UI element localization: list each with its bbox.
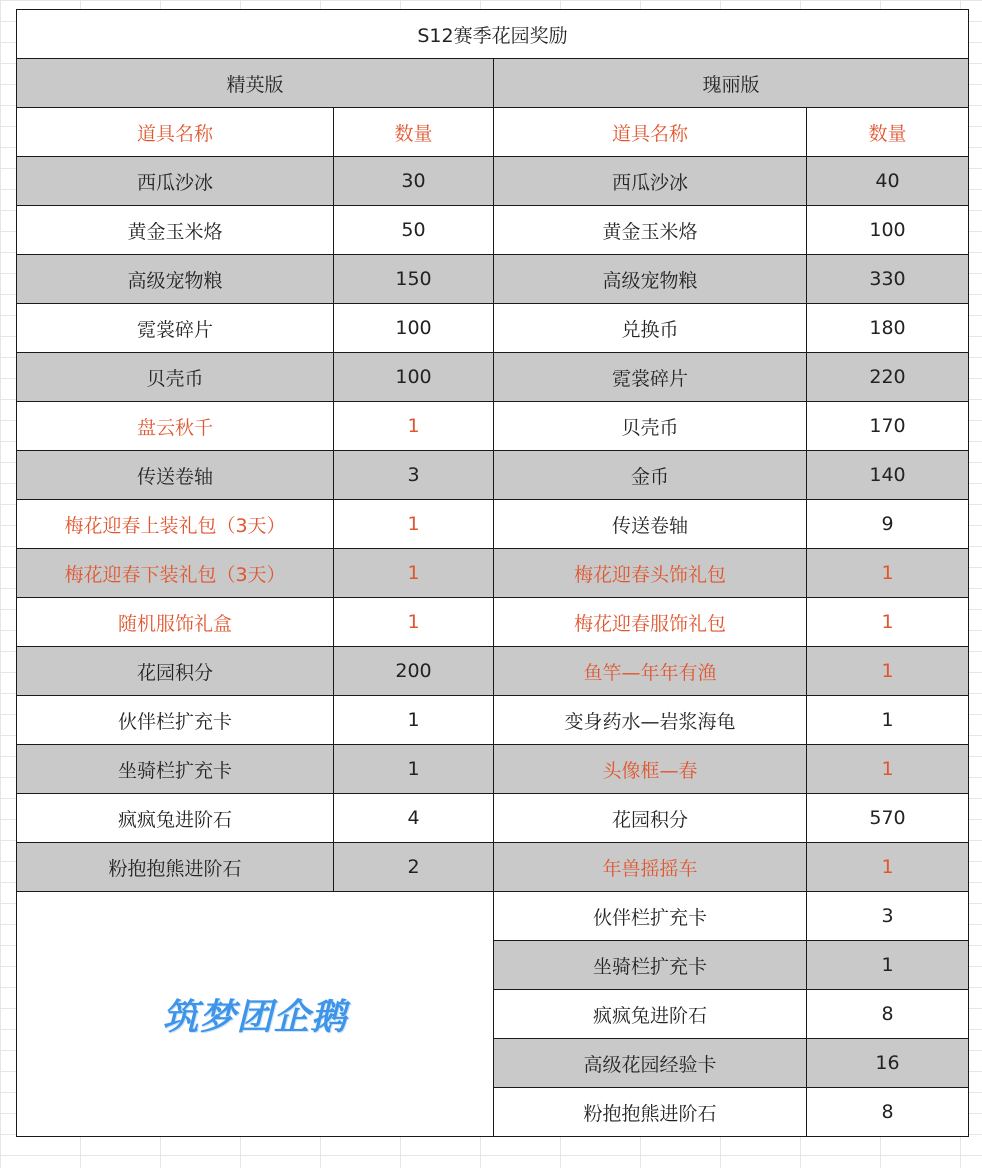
table-row xyxy=(17,696,969,745)
deluxe-item-name: 变身药水—岩浆海龟 xyxy=(494,696,807,745)
deluxe-item-qty: 40 xyxy=(807,157,969,206)
elite-item-name: 伙伴栏扩充卡 xyxy=(17,696,334,745)
deluxe-item-name: 头像框—春 xyxy=(494,745,807,794)
deluxe-item-qty: 1 xyxy=(807,843,969,892)
deluxe-item-qty: 140 xyxy=(807,451,969,500)
elite-item-name: 花园积分 xyxy=(17,647,334,696)
table-row xyxy=(17,843,969,892)
elite-item-qty: 1 xyxy=(334,696,494,745)
table-row xyxy=(17,451,969,500)
table-row xyxy=(17,647,969,696)
elite-item-qty: 30 xyxy=(334,157,494,206)
table-row xyxy=(17,402,969,451)
column-header-name: 道具名称 xyxy=(494,108,807,157)
elite-item-qty: 1 xyxy=(334,745,494,794)
table-row xyxy=(17,745,969,794)
elite-item-qty: 1 xyxy=(334,598,494,647)
deluxe-item-name: 伙伴栏扩充卡 xyxy=(494,892,807,941)
elite-item-qty: 1 xyxy=(334,549,494,598)
deluxe-item-qty: 9 xyxy=(807,500,969,549)
elite-item-qty: 3 xyxy=(334,451,494,500)
elite-item-qty: 200 xyxy=(334,647,494,696)
deluxe-item-name: 兑换币 xyxy=(494,304,807,353)
deluxe-item-name: 粉抱抱熊进阶石 xyxy=(494,1088,807,1137)
table-row xyxy=(17,794,969,843)
deluxe-item-name: 金币 xyxy=(494,451,807,500)
deluxe-item-qty: 220 xyxy=(807,353,969,402)
table-row xyxy=(17,598,969,647)
column-header-qty: 数量 xyxy=(334,108,494,157)
table-row xyxy=(17,206,969,255)
elite-item-name: 粉抱抱熊进阶石 xyxy=(17,843,334,892)
elite-item-name: 坐骑栏扩充卡 xyxy=(17,745,334,794)
deluxe-item-name: 高级花园经验卡 xyxy=(494,1039,807,1088)
deluxe-item-name: 黄金玉米烙 xyxy=(494,206,807,255)
watermark-text: 筑梦团企鹅 xyxy=(162,996,348,1038)
elite-item-name: 高级宠物粮 xyxy=(17,255,334,304)
deluxe-item-name: 霓裳碎片 xyxy=(494,353,807,402)
column-header-name: 道具名称 xyxy=(17,108,334,157)
reward-table xyxy=(16,9,969,1137)
elite-item-name: 霓裳碎片 xyxy=(17,304,334,353)
deluxe-item-qty: 1 xyxy=(807,941,969,990)
elite-item-qty: 1 xyxy=(334,402,494,451)
elite-item-name: 随机服饰礼盒 xyxy=(17,598,334,647)
deluxe-item-name: 鱼竿—年年有渔 xyxy=(494,647,807,696)
elite-item-name: 黄金玉米烙 xyxy=(17,206,334,255)
deluxe-item-qty: 570 xyxy=(807,794,969,843)
deluxe-item-qty: 1 xyxy=(807,745,969,794)
elite-item-name: 传送卷轴 xyxy=(17,451,334,500)
table-row xyxy=(17,500,969,549)
elite-item-qty: 4 xyxy=(334,794,494,843)
deluxe-item-name: 梅花迎春服饰礼包 xyxy=(494,598,807,647)
elite-item-qty: 2 xyxy=(334,843,494,892)
deluxe-item-qty: 330 xyxy=(807,255,969,304)
deluxe-item-name: 贝壳币 xyxy=(494,402,807,451)
elite-item-qty: 1 xyxy=(334,500,494,549)
deluxe-item-qty: 8 xyxy=(807,1088,969,1137)
deluxe-item-qty: 1 xyxy=(807,647,969,696)
deluxe-item-name: 高级宠物粮 xyxy=(494,255,807,304)
deluxe-item-qty: 16 xyxy=(807,1039,969,1088)
deluxe-item-qty: 1 xyxy=(807,696,969,745)
elite-item-qty: 50 xyxy=(334,206,494,255)
deluxe-item-name: 梅花迎春头饰礼包 xyxy=(494,549,807,598)
elite-item-name: 盘云秋千 xyxy=(17,402,334,451)
deluxe-item-name: 传送卷轴 xyxy=(494,500,807,549)
deluxe-item-qty: 8 xyxy=(807,990,969,1039)
deluxe-item-name: 西瓜沙冰 xyxy=(494,157,807,206)
column-header-qty: 数量 xyxy=(807,108,969,157)
table-title: S12赛季花园奖励 xyxy=(17,10,969,59)
watermark-cell xyxy=(17,892,494,1137)
edition-header-deluxe: 瑰丽版 xyxy=(494,59,969,108)
deluxe-item-qty: 100 xyxy=(807,206,969,255)
deluxe-item-name: 坐骑栏扩充卡 xyxy=(494,941,807,990)
elite-item-name: 贝壳币 xyxy=(17,353,334,402)
deluxe-item-name: 花园积分 xyxy=(494,794,807,843)
table-row xyxy=(17,892,969,941)
deluxe-item-qty: 3 xyxy=(807,892,969,941)
elite-item-name: 梅花迎春下装礼包（3天） xyxy=(17,549,334,598)
deluxe-item-qty: 1 xyxy=(807,549,969,598)
deluxe-item-qty: 180 xyxy=(807,304,969,353)
elite-item-qty: 100 xyxy=(334,304,494,353)
table-row xyxy=(17,157,969,206)
elite-item-name: 梅花迎春上装礼包（3天） xyxy=(17,500,334,549)
table-row xyxy=(17,255,969,304)
edition-header-elite: 精英版 xyxy=(17,59,494,108)
table-row xyxy=(17,549,969,598)
deluxe-item-name: 疯疯兔进阶石 xyxy=(494,990,807,1039)
table-row xyxy=(17,304,969,353)
elite-item-name: 西瓜沙冰 xyxy=(17,157,334,206)
deluxe-item-qty: 170 xyxy=(807,402,969,451)
table-row xyxy=(17,353,969,402)
deluxe-item-name: 年兽摇摇车 xyxy=(494,843,807,892)
elite-item-qty: 100 xyxy=(334,353,494,402)
elite-item-qty: 150 xyxy=(334,255,494,304)
elite-item-name: 疯疯兔进阶石 xyxy=(17,794,334,843)
deluxe-item-qty: 1 xyxy=(807,598,969,647)
